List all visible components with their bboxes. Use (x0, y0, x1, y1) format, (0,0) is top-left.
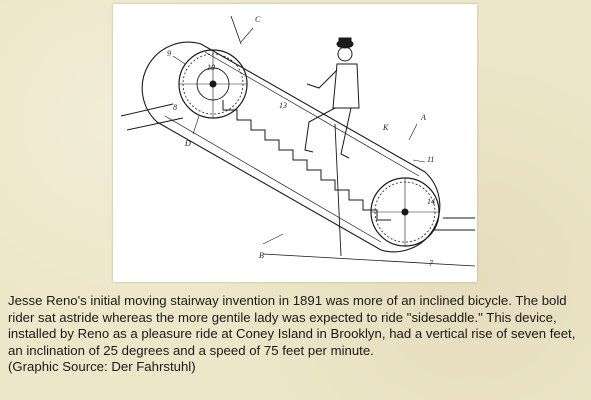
figure-label: 8 (173, 103, 177, 112)
stair-steps (223, 100, 391, 220)
figure-label: K (383, 123, 389, 132)
figure-label: B (259, 251, 264, 260)
upper-wheel (179, 50, 247, 118)
figure-label: 10 (207, 63, 215, 72)
rider-figure (305, 38, 359, 158)
caption-credit: (Graphic Source: Der Fahrstuhl) (8, 359, 196, 374)
figure-label: D (185, 139, 191, 148)
figure-label: 14 (427, 197, 435, 206)
patent-drawing-figure (113, 4, 477, 282)
escalator-patent-drawing (113, 4, 477, 282)
figure-label: 9 (167, 49, 171, 58)
figure-label: 13 (279, 101, 287, 110)
figure-label: C (255, 15, 261, 24)
figure-caption (8, 293, 586, 376)
figure-label: A (421, 113, 426, 122)
figure-label: 11 (427, 155, 435, 164)
caption-text: Jesse Reno's initial moving stairway invention in 1891 was more of an inclined bicycle. The bold rider sat astride whereas the more gentile lady was expected to ride "sidesaddle." This device, installed by Reno as a pleasure ride at Coney Island in Brooklyn, had a vertical rise of seven feet, an inclination of 25 degrees and a speed of 75 feet per minute. (8, 293, 576, 358)
figure-label: 7 (429, 259, 433, 268)
lower-wheel (371, 178, 439, 246)
